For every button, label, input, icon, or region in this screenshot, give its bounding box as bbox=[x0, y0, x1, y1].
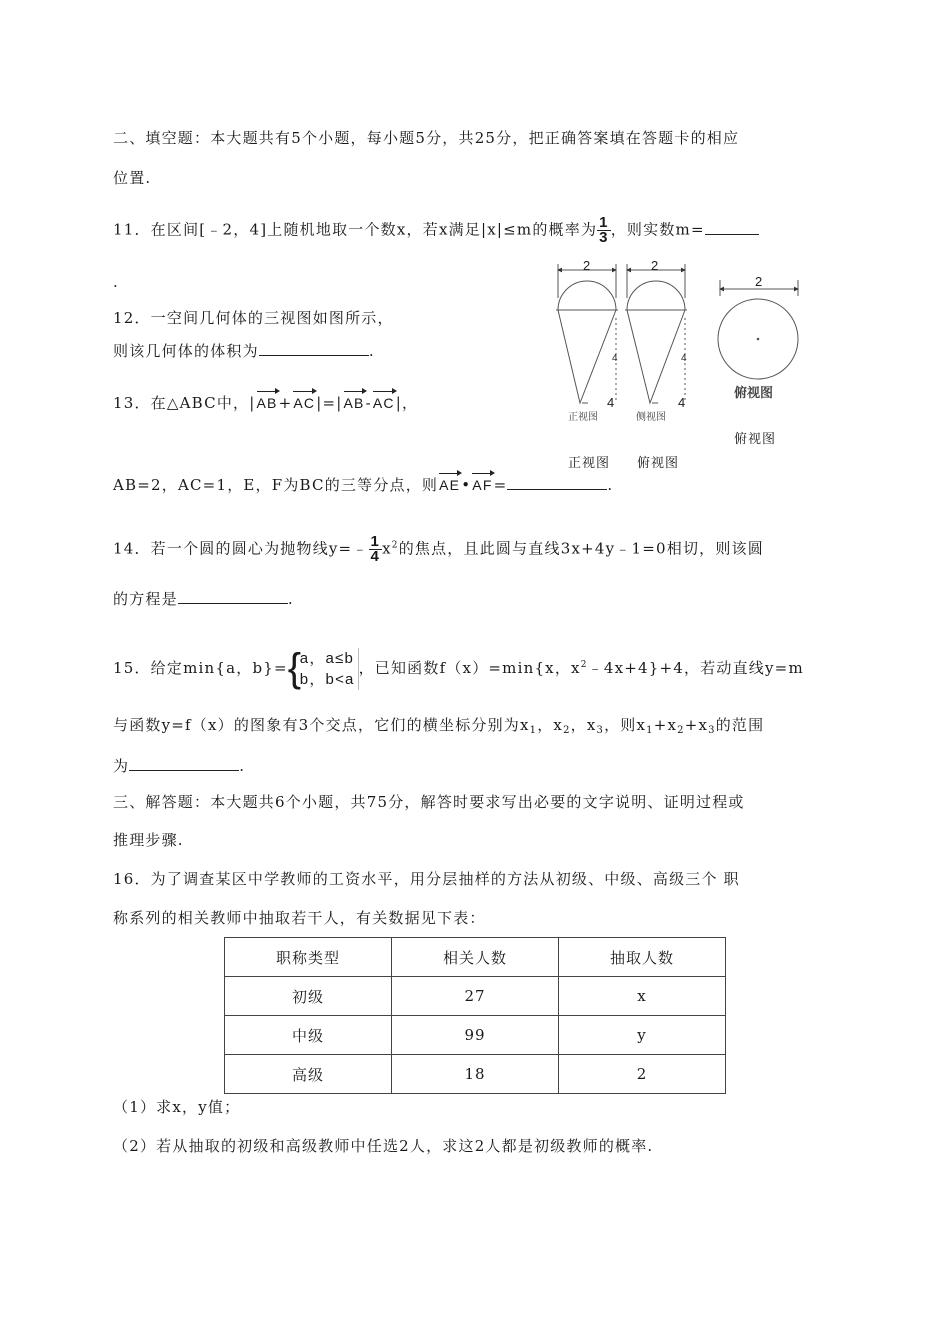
table-row bbox=[225, 977, 726, 1016]
figure-caption-front: 正视图 bbox=[568, 456, 611, 471]
question-14-line2: 的方程是 . bbox=[113, 590, 294, 608]
front-width-label: 2 bbox=[583, 258, 591, 273]
question-13-line2: AB=2，AC=1，E，F为BC的三等分点，则AE•AF= . bbox=[113, 472, 613, 495]
figure-caption-side: 俯视图 bbox=[637, 456, 680, 471]
section3-heading-cont: 推理步骤. bbox=[113, 831, 184, 849]
data-table bbox=[224, 937, 726, 1094]
front-vertical-label: 4 bbox=[612, 353, 618, 364]
vector-ac: AC bbox=[293, 390, 315, 413]
three-view-figure bbox=[550, 258, 850, 423]
question-16: 16．为了调查某区中学教师的工资水平，用分层抽样的方法从初级、中级、高级三个 职 bbox=[113, 870, 740, 888]
side-view bbox=[625, 264, 687, 403]
top-view bbox=[718, 280, 798, 379]
top-view-inner-label: 俯视图 bbox=[734, 385, 774, 400]
q16-part2: （2）若从抽取的初级和高级教师中任选2人，求这2人都是初级教师的概率. bbox=[113, 1137, 654, 1155]
question-16-line2: 称系列的相关教师中抽取若干人，有关数据见下表： bbox=[113, 909, 486, 927]
q15-answer-blank bbox=[129, 756, 239, 771]
q11-answer-blank bbox=[705, 220, 759, 235]
q13-answer-blank bbox=[507, 475, 607, 490]
q14-fraction: $\frac{1}{4}$ bbox=[370, 533, 381, 565]
question-11 bbox=[113, 216, 759, 245]
q11-text-after: ，则实数m= bbox=[610, 220, 705, 239]
front-height-label: 4 bbox=[607, 395, 615, 410]
table-cell: 27 bbox=[392, 977, 559, 1016]
section2-heading: 二、填空题：本大题共有5个小题，每小题5分，共25分，把正确答案填在答题卡的相应 bbox=[113, 129, 740, 147]
question-12: 12．一空间几何体的三视图如图所示， bbox=[113, 309, 394, 327]
q16-part1: （1）求x，y值； bbox=[113, 1098, 241, 1116]
section3-heading: 三、解答题：本大题共6个小题，共75分，解答时要求写出必要的文字说明、证明过程或 bbox=[113, 793, 745, 811]
vector-ab: AB bbox=[257, 390, 278, 413]
vector-ab-2: AB bbox=[344, 390, 365, 413]
table-cell: y bbox=[559, 1016, 726, 1055]
table-header-cell: 相关人数 bbox=[392, 938, 559, 977]
q11-continuation: . bbox=[113, 273, 119, 291]
q12-answer-blank bbox=[259, 341, 369, 356]
question-15-line3: 为 . bbox=[113, 757, 246, 775]
vector-ac-2: AC bbox=[373, 390, 395, 413]
side-height-label: 4 bbox=[678, 395, 686, 410]
piecewise-definition: { a，a≤b b，b<a bbox=[288, 648, 359, 690]
vector-af: AF bbox=[472, 472, 492, 495]
question-12-line2: 则该几何体的体积为 . bbox=[113, 342, 375, 360]
table-header-cell: 抽取人数 bbox=[559, 938, 726, 977]
table-header-cell: 职称类型 bbox=[225, 938, 392, 977]
side-width-label: 2 bbox=[651, 258, 659, 273]
side-view-inner-label: 侧视图 bbox=[636, 412, 666, 423]
side-vertical-label: 4 bbox=[681, 353, 687, 364]
front-view bbox=[556, 264, 618, 403]
table-cell: 18 bbox=[392, 1055, 559, 1094]
table-cell: 2 bbox=[559, 1055, 726, 1094]
vector-ae: AE bbox=[439, 472, 460, 495]
front-view-inner-label: 正视图 bbox=[568, 412, 598, 423]
table-cell: 99 bbox=[392, 1016, 559, 1055]
q14-answer-blank bbox=[178, 589, 288, 604]
table-cell: 高级 bbox=[225, 1055, 392, 1094]
question-15-line2: 与函数y=f（x）的图象有3个交点，它们的横坐标分别为$x_1$，$x_2$，$x_3$，则$x_1+x_2+x_3$的范围 bbox=[113, 716, 765, 736]
question-14: 14．若一个圆的圆心为抛物线y=﹣ $\frac{1}{4}$ $x^2$的焦点，且此圆与直线3x+4y﹣1=0相切，则该圆 bbox=[113, 533, 764, 565]
table-cell: 初级 bbox=[225, 977, 392, 1016]
top-width-label: 2 bbox=[755, 274, 763, 289]
table-row bbox=[225, 1016, 726, 1055]
q11-fraction: $\frac{1}{3}$ bbox=[599, 214, 609, 246]
question-15: 15．给定min{a，b}= { a，a≤b b，b<a ，已知函数f（x）=min{x，$x^2﹣4x+4\}+4$，若动直线y=m bbox=[113, 646, 804, 690]
table-row bbox=[225, 1055, 726, 1094]
table-header-row bbox=[225, 938, 726, 977]
question-13: 13．在△ABC中，|AB+AC|=|AB-AC|， bbox=[113, 390, 418, 413]
table-cell: x bbox=[559, 977, 726, 1016]
table-cell: 中级 bbox=[225, 1016, 392, 1055]
figure-caption-top: 俯视图 bbox=[734, 432, 777, 447]
q11-text: 11．在区间[﹣2，4]上随机地取一个数x，若x满足|x|≤m的概率为 bbox=[113, 220, 598, 239]
section2-heading-cont: 位置. bbox=[113, 169, 152, 187]
